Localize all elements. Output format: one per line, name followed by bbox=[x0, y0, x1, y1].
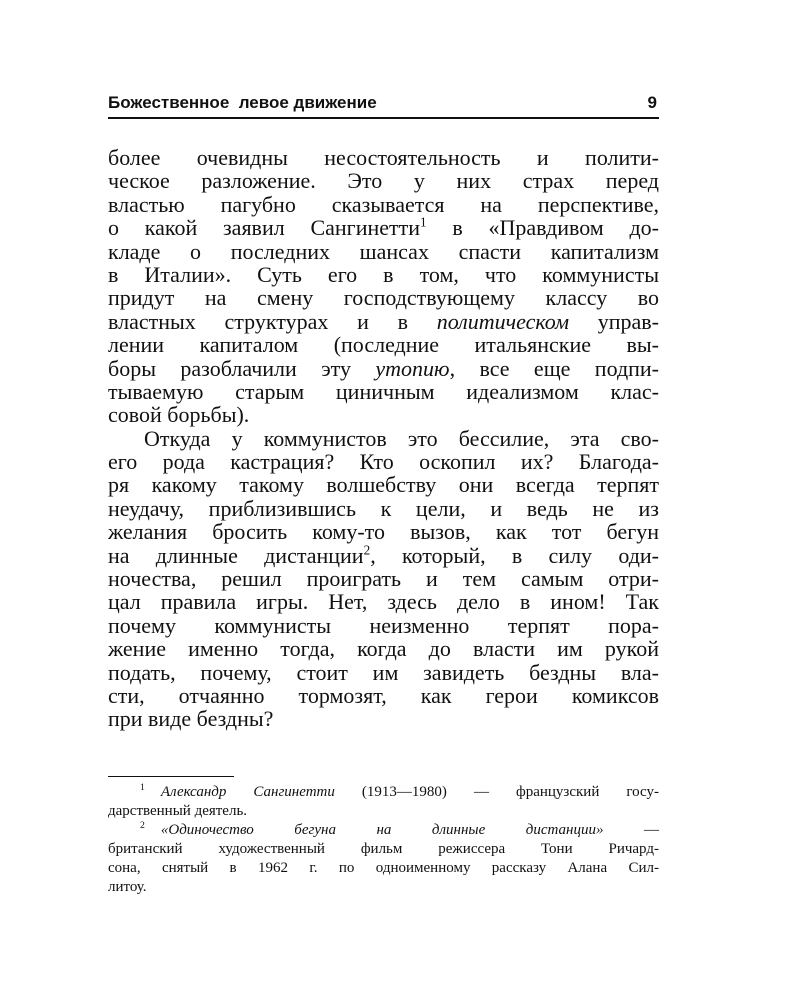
text-line: почему коммунисты неизменно терпят пора- bbox=[108, 612, 659, 638]
italic-word: утопию bbox=[375, 355, 450, 381]
text-line: совой борьбы). bbox=[108, 402, 250, 428]
footnote-separator bbox=[108, 776, 234, 777]
text-line: желания бросить кому-то вызов, как тот бегун bbox=[108, 519, 659, 545]
italic-word: политическом bbox=[436, 308, 570, 334]
text-line bbox=[108, 357, 659, 380]
text-line: неудачу, приблизившись к цели, и ведь не из bbox=[108, 495, 659, 521]
text-line bbox=[108, 310, 659, 333]
text-line: тываемую старым циничным идеализмом клас- bbox=[108, 378, 659, 404]
footnote-italic: Александр Сангинетти bbox=[160, 784, 335, 800]
text-fragment: , который, в силу оди- bbox=[370, 542, 659, 568]
text-fragment: управ- bbox=[569, 308, 659, 334]
text-fragment: о какой заявил Сангинетти bbox=[108, 215, 421, 241]
footnote-text: — bbox=[603, 822, 659, 838]
text-line: более очевидны несостоятельность и полити- bbox=[108, 145, 659, 170]
footnote-marker: 2 bbox=[140, 820, 145, 831]
footnote-line: британский художественный фильм режиссера Тони Ричард- bbox=[108, 841, 659, 857]
text-fragment: боры разоблачили эту bbox=[108, 355, 376, 381]
text-line: придут на смену господствующему классу во bbox=[108, 285, 659, 311]
text-fragment: на длинные дистанции bbox=[108, 542, 364, 568]
text-line: в Италии». Суть его в том, что коммунисты bbox=[108, 261, 659, 287]
running-head bbox=[108, 90, 659, 116]
footnote-line: литоу. bbox=[108, 879, 147, 895]
footnote-text: (1913—1980) — французский госу- bbox=[334, 784, 659, 800]
text-line: ря какому такому волшебству они всегда терпят bbox=[108, 472, 659, 498]
text-line: ческое разложение. Это у них страх перед bbox=[108, 168, 659, 194]
text-line: при виде бездны? bbox=[108, 706, 274, 732]
text-line: кладе о последних шансах спасти капитализм bbox=[108, 238, 659, 264]
text-fragment: в «Правдивом до- bbox=[426, 215, 659, 241]
text-line bbox=[108, 216, 659, 239]
text-line: сти, отчаянно тормозят, как герои комиксов bbox=[108, 682, 659, 708]
footnote-marker: 1 bbox=[140, 782, 145, 793]
text-line: лении капиталом (последние итальянские вы- bbox=[108, 332, 659, 358]
footnote-line: дарственный деятель. bbox=[108, 803, 248, 819]
footnote-ref-1: 1 bbox=[420, 214, 427, 230]
main-text bbox=[108, 146, 659, 731]
text-line: цал правила игры. Нет, здесь дело в ином! Так bbox=[108, 589, 659, 615]
footnotes bbox=[108, 783, 659, 897]
footnote-italic: «Одиночество бегуна на длинные дистанции» bbox=[160, 822, 604, 838]
text-fragment: , все еще подпи- bbox=[449, 355, 660, 381]
text-line: властью пагубно сказывается на перспективе, bbox=[108, 191, 659, 217]
header-rule bbox=[108, 117, 659, 119]
text-line: ночества, решил проиграть и тем самым отри- bbox=[108, 566, 659, 592]
text-line: Откуда у коммунистов это бессилие, эта сво- bbox=[144, 425, 659, 451]
text-line bbox=[108, 544, 659, 567]
footnote-2 bbox=[108, 821, 659, 840]
page-number: 9 bbox=[647, 93, 657, 112]
text-line: жение именно тогда, когда до власти им рукой bbox=[108, 636, 659, 662]
footnote-1 bbox=[108, 783, 659, 802]
text-fragment: властных структурах и в bbox=[108, 308, 437, 334]
text-line: его рода кастрация? Кто оскопил их? Благода- bbox=[108, 449, 659, 475]
text-line: подать, почему, стоит им завидеть бездны вла- bbox=[108, 659, 659, 685]
footnote-ref-2: 2 bbox=[363, 542, 371, 558]
running-title: Божественное левое движение bbox=[108, 93, 377, 112]
footnote-line: сона, снятый в 1962 г. по одноименному рассказу Алана Сил- bbox=[108, 860, 659, 876]
